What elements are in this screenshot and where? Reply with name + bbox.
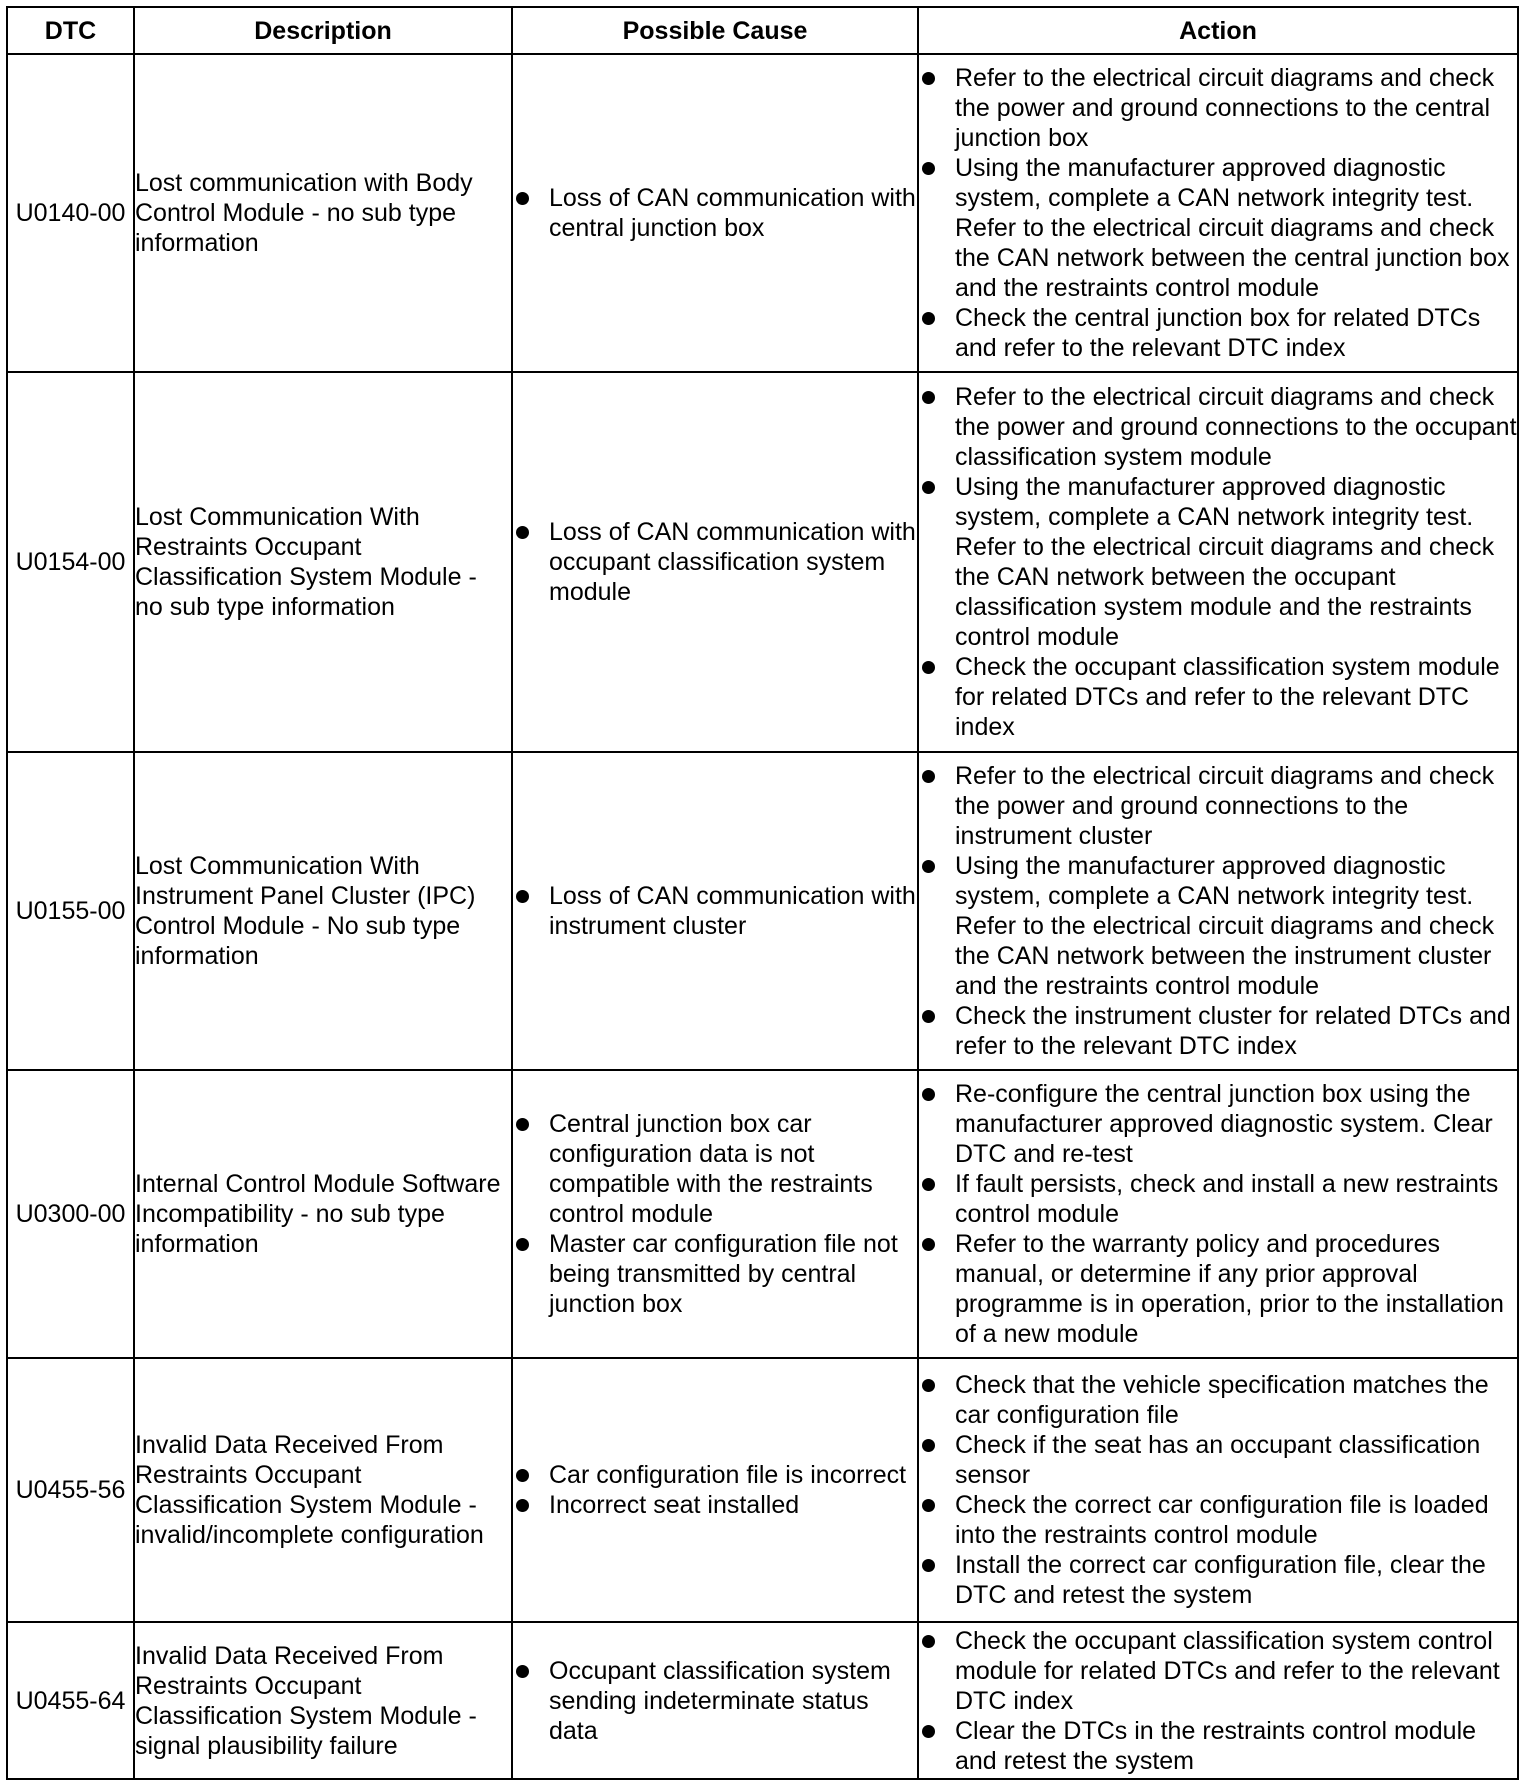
action-cell	[918, 1622, 1518, 1779]
cause-item: Loss of CAN communication with occupant classification system module	[513, 517, 917, 607]
header-dtc: DTC	[7, 7, 134, 54]
description-cell: Invalid Data Received From Restraints Occupant Classification System Module - signal plausibility failure	[134, 1622, 512, 1779]
action-item: Refer to the warranty policy and procedures manual, or determine if any prior approval programme is in operation, prior to the installation of a new module	[919, 1229, 1517, 1349]
action-item: Clear the DTCs in the restraints control module and retest the system	[919, 1716, 1517, 1776]
dtc-code: U0155-00	[7, 752, 134, 1070]
action-cell	[918, 372, 1518, 752]
action-item: Check the occupant classification system control module for related DTCs and refer to the relevant DTC index	[919, 1626, 1517, 1716]
action-cell	[918, 1358, 1518, 1622]
table-row	[7, 752, 1518, 1070]
action-cell	[918, 54, 1518, 372]
action-item: Re-configure the central junction box using the manufacturer approved diagnostic system. Clear DTC and re-test	[919, 1079, 1517, 1169]
table-body	[7, 54, 1518, 1779]
dtc-table	[6, 6, 1519, 1780]
description-cell: Internal Control Module Software Incompatibility - no sub type information	[134, 1070, 512, 1358]
action-item: Refer to the electrical circuit diagrams and check the power and ground connections to the instrument cluster	[919, 761, 1517, 851]
description-cell: Invalid Data Received From Restraints Occupant Classification System Module - invalid/incomplete configuration	[134, 1358, 512, 1622]
action-item: Check the occupant classification system module for related DTCs and refer to the relevant DTC index	[919, 652, 1517, 742]
action-cell	[918, 752, 1518, 1070]
cause-item: Occupant classification system sending indeterminate status data	[513, 1656, 917, 1746]
action-item: Check the central junction box for related DTCs and refer to the relevant DTC index	[919, 303, 1517, 363]
action-item: Using the manufacturer approved diagnostic system, complete a CAN network integrity test. Refer to the electrical circuit diagrams and check the CAN network between the occupant classification system module and the restraints control module	[919, 472, 1517, 652]
possible-cause-cell	[512, 54, 918, 372]
header-description: Description	[134, 7, 512, 54]
table-row	[7, 1070, 1518, 1358]
action-item: Check the instrument cluster for related DTCs and refer to the relevant DTC index	[919, 1001, 1517, 1061]
action-item: Check that the vehicle specification matches the car configuration file	[919, 1370, 1517, 1430]
cause-item: Car configuration file is incorrect	[513, 1460, 917, 1490]
header-row	[7, 7, 1518, 54]
dtc-code: U0455-64	[7, 1622, 134, 1779]
table-row	[7, 1358, 1518, 1622]
description-cell: Lost Communication With Restraints Occupant Classification System Module - no sub type information	[134, 372, 512, 752]
possible-cause-cell	[512, 1070, 918, 1358]
cause-item: Loss of CAN communication with central junction box	[513, 183, 917, 243]
possible-cause-cell	[512, 372, 918, 752]
table-row	[7, 372, 1518, 752]
action-item: Using the manufacturer approved diagnostic system, complete a CAN network integrity test. Refer to the electrical circuit diagrams and check the CAN network between the central junction box and the restraints control module	[919, 153, 1517, 303]
action-item: Install the correct car configuration file, clear the DTC and retest the system	[919, 1550, 1517, 1610]
table-row	[7, 54, 1518, 372]
possible-cause-cell	[512, 1358, 918, 1622]
description-cell: Lost communication with Body Control Module - no sub type information	[134, 54, 512, 372]
dtc-code: U0300-00	[7, 1070, 134, 1358]
cause-item: Central junction box car configuration data is not compatible with the restraints control module	[513, 1109, 917, 1229]
action-item: Refer to the electrical circuit diagrams and check the power and ground connections to the central junction box	[919, 63, 1517, 153]
possible-cause-cell	[512, 752, 918, 1070]
action-item: Check the correct car configuration file is loaded into the restraints control module	[919, 1490, 1517, 1550]
cause-item: Loss of CAN communication with instrument cluster	[513, 881, 917, 941]
possible-cause-cell	[512, 1622, 918, 1779]
header-possible-cause: Possible Cause	[512, 7, 918, 54]
action-item: Using the manufacturer approved diagnostic system, complete a CAN network integrity test. Refer to the electrical circuit diagrams and check the CAN network between the instrument cluster and the restraints control module	[919, 851, 1517, 1001]
action-cell	[918, 1070, 1518, 1358]
cause-item: Master car configuration file not being transmitted by central junction box	[513, 1229, 917, 1319]
action-item: Refer to the electrical circuit diagrams and check the power and ground connections to the occupant classification system module	[919, 382, 1517, 472]
dtc-code: U0154-00	[7, 372, 134, 752]
action-item: Check if the seat has an occupant classification sensor	[919, 1430, 1517, 1490]
dtc-code: U0140-00	[7, 54, 134, 372]
action-item: If fault persists, check and install a new restraints control module	[919, 1169, 1517, 1229]
dtc-code: U0455-56	[7, 1358, 134, 1622]
table-row	[7, 1622, 1518, 1779]
description-cell: Lost Communication With Instrument Panel Cluster (IPC) Control Module - No sub type information	[134, 752, 512, 1070]
cause-item: Incorrect seat installed	[513, 1490, 917, 1520]
header-action: Action	[918, 7, 1518, 54]
